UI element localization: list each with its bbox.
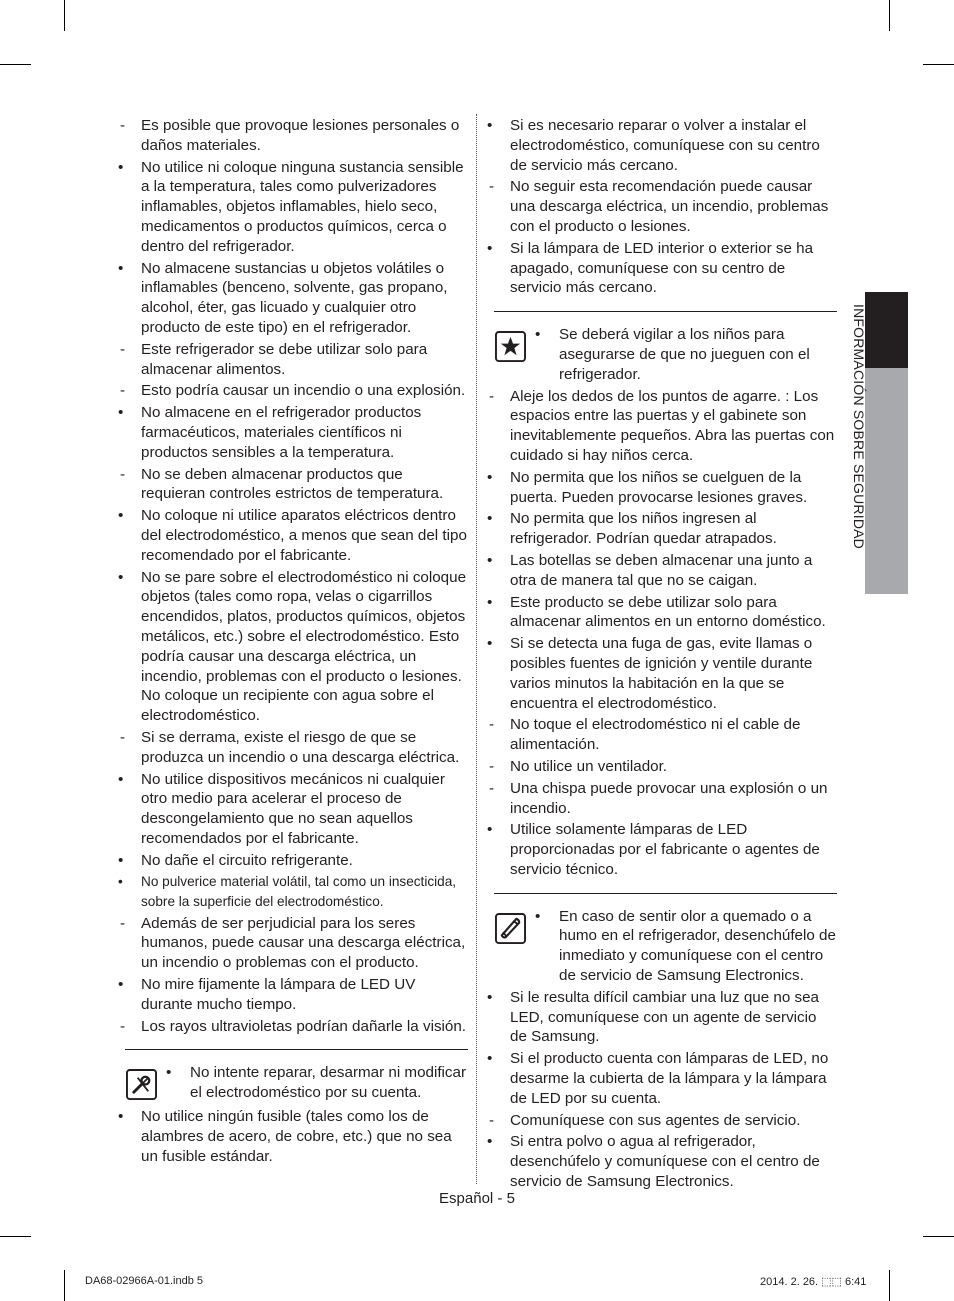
item-text: Si la lámpara de LED interior o exterior se ha apagado, comuníquese con su centro de servicio más cercano. (510, 239, 814, 297)
dash-marker: - (489, 1111, 495, 1129)
bullet-marker: • (487, 1133, 493, 1151)
bullet-marker: • (118, 404, 124, 422)
bullet-marker: • (118, 507, 124, 525)
bullet-marker: • (118, 568, 124, 586)
dash-marker: - (489, 757, 495, 775)
item-text: No almacene sustancias u objetos volátiles o inflamables (benceno, solvente, gas propano, alcohol, éter, gas licuado y cualquier otro producto de este tipo) en el refrigerador. (141, 259, 448, 336)
dash-item (118, 728, 468, 768)
bullet-item (535, 907, 837, 986)
item-text: No utilice dispositivos mecánicos ni cualquier otro medio para acelerar el proceso de descongelamiento que no sean aquellos recomendados por el fabricante. (141, 770, 445, 847)
bullet-marker: • (487, 635, 493, 653)
column-divider (476, 114, 477, 1184)
bullet-marker: • (487, 510, 493, 528)
dash-item (118, 381, 468, 401)
bullet-marker: • (118, 770, 124, 788)
crop-mark (64, 0, 65, 31)
crop-mark (889, 0, 890, 31)
block-lead-item (535, 907, 837, 986)
dash-item (118, 116, 468, 156)
bullet-marker: • (535, 907, 541, 925)
item-text: No se pare sobre el electrodoméstico ni coloque objetos (tales como ropa, velas o cigarrillos encendidos, platos, productos químicos, objetos metálicos, etc.) sobre el electrodoméstico. Esto podría causar una descarga eléctrica, un incendio, problemas con el producto o lesiones. No coloque un recipiente con agua sobre el electrodoméstico. (141, 568, 467, 725)
right-safety-list (487, 116, 837, 298)
bullet-item (487, 509, 837, 549)
dash-item (487, 1111, 837, 1131)
dash-item (487, 779, 837, 819)
bullet-marker: • (487, 117, 493, 134)
section-rule (494, 893, 837, 894)
right-column (487, 116, 837, 1194)
bullet-item (118, 259, 468, 338)
item-text: Si le resulta difícil cambiar una luz que no sea LED, comuníquese con un agente de servicio de Samsung. (510, 988, 819, 1046)
item-text: No dañe el circuito refrigerante. (141, 851, 353, 869)
item-text: En caso de sentir olor a quemado o a humo en el refrigerador, desenchúfelo de inmediato y comuníquese con el centro de servicio de Samsung Electronics. (559, 907, 836, 985)
dash-item (118, 1017, 468, 1037)
dash-item (487, 177, 837, 236)
bullet-marker: • (487, 468, 493, 486)
dash-item (118, 340, 468, 380)
item-text: Además de ser perjudicial para los seres humanos, puede causar una descarga eléctrica, un incendio o problemas con el producto. (141, 914, 466, 972)
dash-marker: - (489, 716, 495, 734)
bullet-item (118, 770, 468, 849)
item-text: Aleje los dedos de los puntos de agarre. : Los espacios entre las puertas y el gabinete son inevitablemente pequeños. Abra las puertas con cuidado si hay niños cerca. (510, 387, 835, 464)
bullet-marker: • (487, 988, 493, 1006)
item-text: No intente reparar, desarmar ni modificar el electrodoméstico por su cuenta. (190, 1064, 467, 1102)
bullet-item (487, 820, 837, 879)
block-list (487, 988, 837, 1192)
bullet-marker: • (487, 593, 493, 611)
bullet-marker: • (535, 326, 541, 344)
side-tab-label: INFORMACIÓN SOBRE SEGURIDAD (851, 304, 867, 549)
bullet-item (487, 988, 837, 1047)
footer-file: DA68-02966A-01.indb 5 (85, 1275, 204, 1287)
block-lead-item (166, 1063, 468, 1103)
bullet-item (118, 1107, 468, 1166)
item-text: Si entra polvo o agua al refrigerador, desenchúfelo y comuníquese con el centro de servicio de Samsung Electronics. (510, 1133, 820, 1191)
bullet-item (118, 851, 468, 871)
crop-mark (923, 1236, 954, 1237)
bullet-marker: • (118, 976, 124, 994)
bullet-item (118, 872, 468, 911)
item-text: No mire fijamente la lámpara de LED UV durante mucho tiempo. (141, 976, 416, 1013)
item-text: Es posible que provoque lesiones personales o daños materiales. (141, 117, 460, 154)
dash-marker: - (120, 465, 126, 483)
item-text: No permita que los niños se cuelguen de la puerta. Pueden provocarse lesiones graves. (510, 468, 808, 506)
side-tab-band (865, 368, 908, 594)
crop-mark (923, 64, 954, 65)
block-list (487, 387, 837, 880)
footer-date: 2014. 2. 26. ⬚⬚ 6:41 (760, 1276, 867, 1288)
item-text: Se deberá vigilar a los niños para asegurarse de que no jueguen con el refrigerador. (559, 326, 810, 383)
phone-icon (495, 913, 526, 944)
item-text: No permita que los niños ingresen al refrigerador. Podrían quedar atrapados. (510, 510, 777, 548)
bullet-marker: • (118, 874, 123, 890)
bullet-item (118, 506, 468, 565)
item-text: Una chispa puede provocar una explosión o un incendio. (510, 779, 828, 817)
item-text: Si se derrama, existe el riesgo de que se produzca un incendio o una descarga eléctrica. (141, 728, 460, 766)
bullet-item (487, 239, 837, 298)
item-text: No coloque ni utilice aparatos eléctricos dentro del electrodoméstico, a menos que sean del tipo recomendado por el fabricante. (141, 507, 467, 564)
left-safety-list (118, 116, 468, 1036)
no-disassembly-icon (126, 1069, 157, 1100)
bullet-item (166, 1063, 468, 1103)
dash-marker: - (120, 914, 126, 932)
item-text: Utilice solamente lámparas de LED proporcionadas por el fabricante o agentes de servicio técnico. (510, 821, 820, 878)
bullet-item (487, 593, 837, 633)
section-rule (125, 1049, 468, 1050)
dash-item (118, 914, 468, 973)
dash-marker: - (489, 779, 495, 797)
service-contact-block (487, 907, 837, 986)
bullet-item (535, 325, 837, 384)
dash-marker: - (120, 1017, 126, 1035)
dash-marker: - (489, 387, 495, 405)
bullet-marker: • (487, 239, 493, 257)
bullet-marker: • (487, 821, 493, 839)
section-rule (494, 311, 837, 312)
bullet-item (487, 116, 837, 175)
item-text: Si es necesario reparar o volver a instalar el electrodoméstico, comuníquese con su centro de servicio más cercano. (510, 117, 820, 174)
page-number: Español - 5 (439, 1190, 515, 1207)
crop-mark (64, 1270, 65, 1301)
dash-marker: - (489, 178, 495, 196)
item-text: No utilice ningún fusible (tales como los de alambres de acero, de cobre, etc.) que no sea un fusible estándar. (141, 1108, 452, 1166)
dash-item (487, 387, 837, 466)
bullet-item (487, 1132, 837, 1191)
bullet-item (487, 1049, 837, 1108)
bullet-item (118, 158, 468, 257)
dash-item (487, 715, 837, 755)
item-text: Esto podría causar un incendio o una explosión. (141, 382, 466, 400)
side-tab-marker (865, 292, 908, 368)
bullet-item (487, 468, 837, 508)
item-text: No se deben almacenar productos que requieran controles estrictos de temperatura. (141, 465, 444, 503)
bullet-item (487, 634, 837, 713)
bullet-item (118, 568, 468, 726)
block-lead-item (535, 325, 837, 384)
item-text: Los rayos ultravioletas podrían dañarle la visión. (141, 1017, 467, 1035)
star-icon (495, 331, 526, 362)
crop-mark (0, 64, 31, 65)
left-column (118, 116, 468, 1169)
bullet-marker: • (487, 1050, 493, 1068)
bullet-item (118, 403, 468, 462)
item-text: No pulverice material volátil, tal como un insecticida, sobre la superficie del electrodoméstico. (141, 874, 457, 910)
item-text: No utilice ni coloque ninguna sustancia sensible a la temperatura, tales como pulverizadores inflamables, objetos inflamables, hielo seco, medicamentos o productos químicos, cerca o dentro del refrigerador. (141, 158, 464, 255)
children-warning-block (487, 325, 837, 384)
dash-marker: - (120, 728, 126, 746)
dash-marker: - (120, 117, 126, 134)
item-text: No utilice un ventilador. (510, 757, 668, 775)
item-text: Si el producto cuenta con lámparas de LED, no desarme la cubierta de la lámpara y la lámpara de LED por su cuenta. (510, 1050, 829, 1107)
dash-item (118, 465, 468, 505)
block-list (118, 1107, 468, 1166)
bullet-item (118, 975, 468, 1015)
item-text: Este producto se debe utilizar solo para almacenar alimentos en un entorno doméstico. (510, 593, 826, 631)
item-text: No almacene en el refrigerador productos farmacéuticos, materiales científicos ni productos sensibles a la temperatura. (141, 404, 422, 461)
bullet-marker: • (118, 158, 124, 176)
item-text: No seguir esta recomendación puede causar una descarga eléctrica, un incendio, problemas con el producto o lesiones. (510, 178, 829, 235)
bullet-marker: • (118, 851, 124, 869)
item-text: Comuníquese con sus agentes de servicio. (510, 1111, 801, 1129)
bullet-marker: • (118, 259, 124, 277)
item-text: Este refrigerador se debe utilizar solo para almacenar alimentos. (141, 340, 428, 378)
disassembly-warning-block (118, 1063, 468, 1107)
bullet-item (487, 551, 837, 591)
bullet-marker: • (166, 1064, 172, 1082)
bullet-marker: • (487, 551, 493, 569)
item-text: Las botellas se deben almacenar una junto a otra de manera tal que no se caigan. (510, 551, 813, 589)
bullet-marker: • (118, 1108, 124, 1126)
crop-mark (0, 1236, 31, 1237)
item-text: No toque el electrodoméstico ni el cable de alimentación. (510, 716, 801, 754)
dash-marker: - (120, 382, 126, 400)
dash-item (487, 757, 837, 777)
crop-mark (889, 1270, 890, 1301)
dash-marker: - (120, 340, 126, 358)
item-text: Si se detecta una fuga de gas, evite llamas o posibles fuentes de ignición y ventile durante varios minutos la habitación en la que se encuentra el electrodoméstico. (510, 635, 813, 712)
